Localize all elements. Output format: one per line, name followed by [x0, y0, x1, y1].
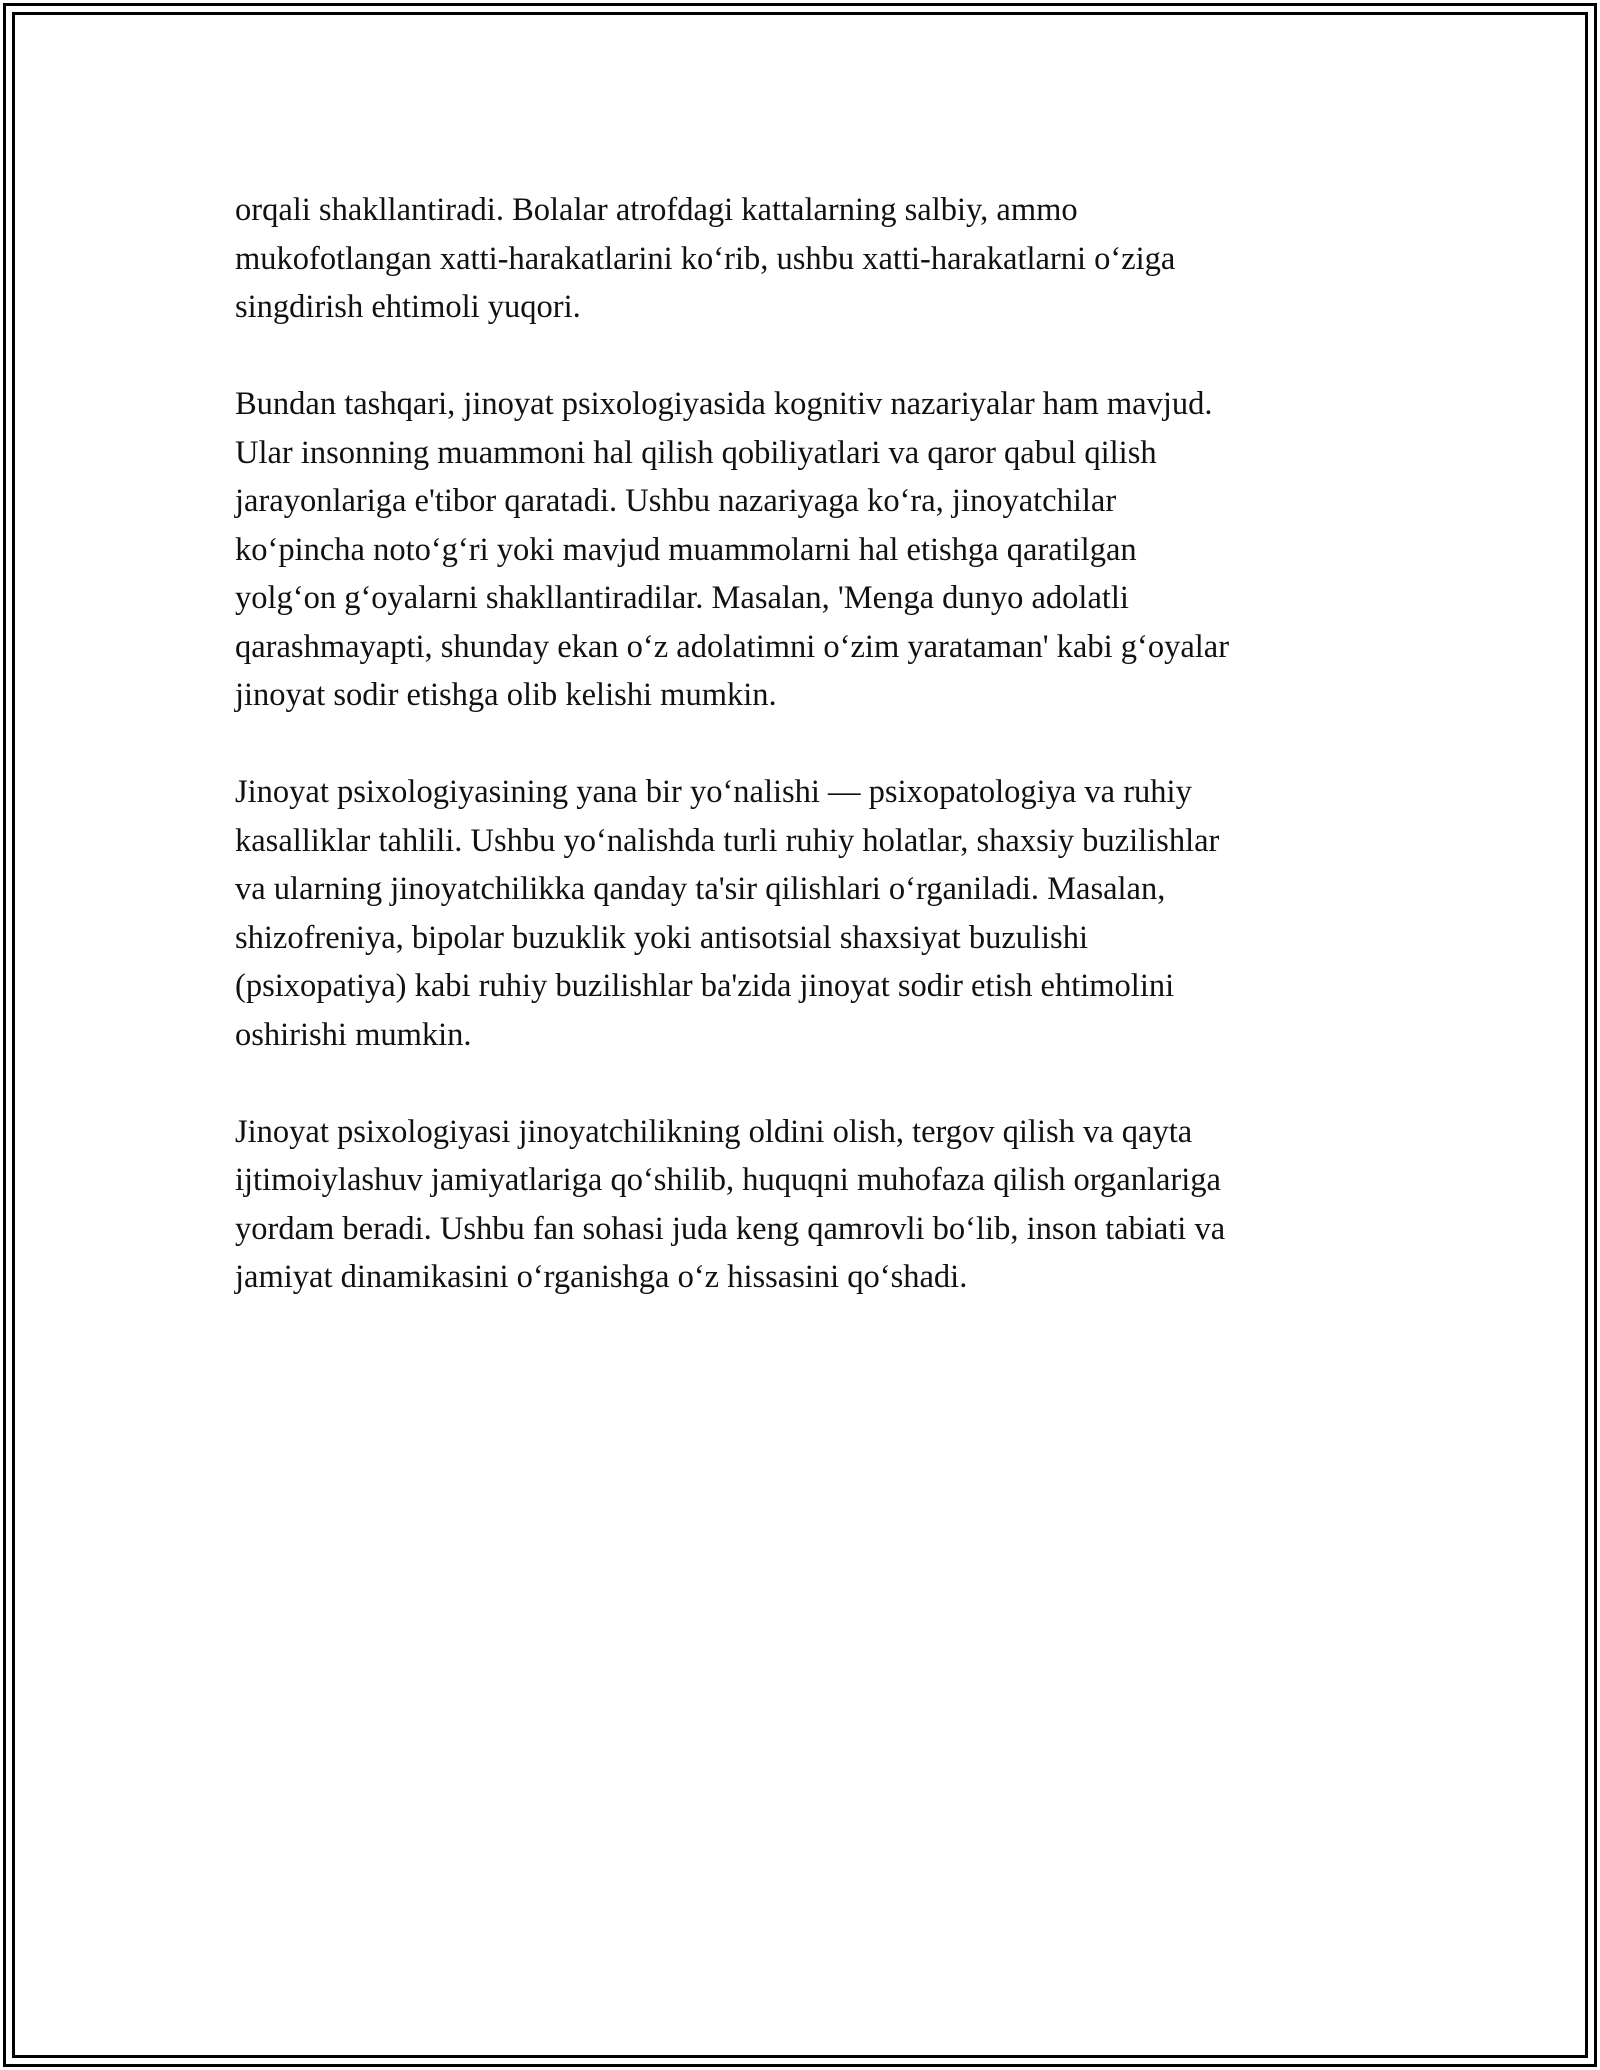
paragraph: orqali shakllantiradi. Bolalar atrofdagi kattalarning salbiy, ammo mukofotlangan xatti-harakatlarini ko‘rib, ushbu xatti-harakatlarni o‘ziga singdirish ehtimoli yuqori.	[235, 192, 1176, 325]
paragraph: Jinoyat psixologiyasining yana bir yo‘nalishi — psixopatologiya va ruhiy kasalliklar tahlili. Ushbu yo‘nalishda turli ruhiy holatlar, shaxsiy buzilishlar va ularning jinoyatchilikka qanday ta'sir qilishlari o‘rganiladi. Masalan, shizofreniya, bipolar buzuklik yoki antisotsial shaxsiyat buzulishi (psixopatiya) kabi ruhiy buzilishlar ba'zida jinoyat sodir etish ehtimolini oshirishi mumkin.	[235, 774, 1220, 1053]
paragraph: Bundan tashqari, jinoyat psixologiyasida kognitiv nazariyalar ham mavjud. Ular insonning muammoni hal qilish qobiliyatlari va qaror qabul qilish jarayonlariga e'tibor qaratadi. Ushbu nazariyaga ko‘ra, jinoyatchilar ko‘pincha noto‘g‘ri yoki mavjud muammolarni hal etishga qaratilgan yolg‘on g‘oyalarni shakllantiradilar. Masalan, 'Menga dunyo adolatli qarashmayapti, shunday ekan o‘z adolatimni o‘zim yarataman' kabi g‘oyalar jinoyat sodir etishga olib kelishi mumkin.	[235, 386, 1230, 713]
document-body	[235, 186, 1375, 1350]
paragraph: Jinoyat psixologiyasi jinoyatchilikning oldini olish, tergov qilish va qayta ijtimoiylashuv jamiyatlariga qo‘shilib, huquqni muhofaza qilish organlariga yordam beradi. Ushbu fan sohasi juda keng qamrovli bo‘lib, inson tabiati va jamiyat dinamikasini o‘rganishga o‘z hissasini qo‘shadi.	[235, 1113, 1226, 1295]
